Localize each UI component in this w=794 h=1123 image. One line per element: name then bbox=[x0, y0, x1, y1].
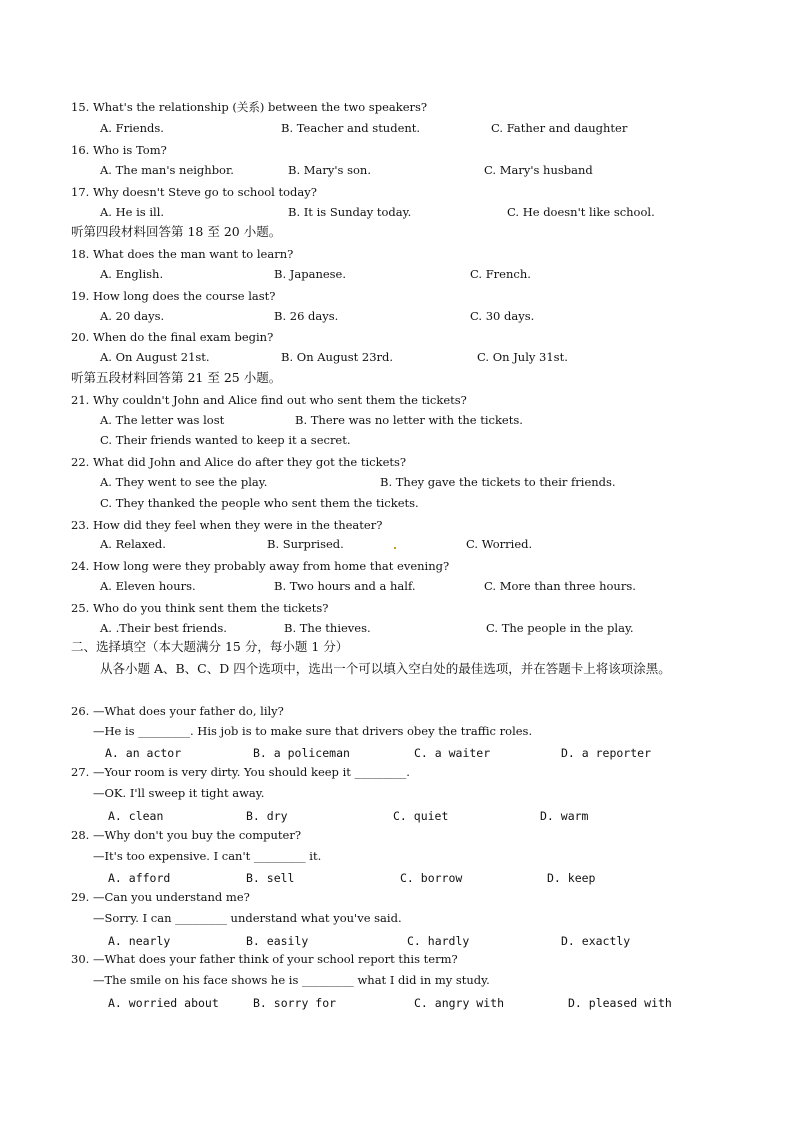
option-d: D. warm bbox=[540, 809, 589, 823]
dialog-line: —He is _________. His job is to make sure that drivers obey the traffic roles. bbox=[93, 724, 533, 738]
option-b: B. a policeman bbox=[253, 746, 350, 760]
question-stem: 16. Who is Tom? bbox=[71, 143, 167, 157]
option-a: A. nearly bbox=[108, 934, 171, 948]
option-b: B. Surprised. bbox=[267, 537, 344, 551]
option-b: B. Teacher and student. bbox=[281, 121, 421, 135]
option-c: C. They thanked the people who sent them the tickets. bbox=[100, 496, 419, 510]
option-b: B. Two hours and a half. bbox=[274, 579, 416, 593]
option-b: B. easily bbox=[246, 934, 309, 948]
question-stem: 21. Why couldn't John and Alice find out who sent them the tickets? bbox=[71, 393, 467, 407]
option-c: C. Their friends wanted to keep it a secret. bbox=[100, 433, 351, 447]
question-stem: 23. How did they feel when they were in the theater? bbox=[71, 518, 383, 532]
dialog-line: —The smile on his face shows he is _________ what I did in my study. bbox=[93, 973, 490, 987]
question-stem: 18. What does the man want to learn? bbox=[71, 247, 294, 261]
option-c: C. He doesn't like school. bbox=[507, 205, 655, 219]
question-stem: 24. How long were they probably away from home that evening? bbox=[71, 559, 450, 573]
option-b: B. The thieves. bbox=[284, 621, 371, 635]
option-a: A. They went to see the play. bbox=[100, 475, 268, 489]
option-c: C. French. bbox=[470, 267, 531, 281]
question-stem: 22. What did John and Alice do after they got the tickets? bbox=[71, 455, 407, 469]
question-stem: 20. When do the final exam begin? bbox=[71, 330, 274, 344]
option-b: B. Japanese. bbox=[274, 267, 347, 281]
option-c: C. hardly bbox=[407, 934, 470, 948]
option-d: D. keep bbox=[547, 871, 596, 885]
option-a: A. Eleven hours. bbox=[100, 579, 196, 593]
dialog-line: 26. —What does your father do, lily? bbox=[71, 704, 284, 718]
option-d: D. pleased with bbox=[568, 996, 672, 1010]
option-c: C. Mary's husband bbox=[484, 163, 593, 177]
option-a: A. English. bbox=[100, 267, 164, 281]
option-a: A. He is ill. bbox=[100, 205, 165, 219]
stray-dot-mark bbox=[394, 547, 396, 549]
option-c: C. More than three hours. bbox=[484, 579, 636, 593]
question-stem: 19. How long does the course last? bbox=[71, 289, 276, 303]
dialog-line: 29. —Can you understand me? bbox=[71, 890, 250, 904]
dialog-line: —Sorry. I can _________ understand what you've said. bbox=[93, 911, 402, 925]
option-b: B. It is Sunday today. bbox=[288, 205, 412, 219]
option-a: A. The letter was lost bbox=[100, 413, 225, 427]
section-title: 二、选择填空（本大题满分 15 分，每小题 1 分） bbox=[71, 639, 349, 654]
option-c: C. a waiter bbox=[414, 746, 491, 760]
option-b: B. 26 days. bbox=[274, 309, 339, 323]
dialog-line: 27. —Your room is very dirty. You should keep it _________. bbox=[71, 765, 410, 779]
option-a: A. clean bbox=[108, 809, 164, 823]
option-a: A. an actor bbox=[105, 746, 182, 760]
option-b: B. There was no letter with the tickets. bbox=[295, 413, 523, 427]
section-heading-part4: 听第四段材料回答第 18 至 20 小题。 bbox=[71, 224, 282, 239]
option-c: C. On July 31st. bbox=[477, 350, 568, 364]
option-a: A. worried about bbox=[108, 996, 219, 1010]
option-c: C. quiet bbox=[393, 809, 449, 823]
option-a: A. The man's neighbor. bbox=[100, 163, 234, 177]
option-c: C. Father and daughter bbox=[491, 121, 628, 135]
question-stem: 15. What's the relationship (关系) between the two speakers? bbox=[71, 100, 428, 114]
option-a: A. afford bbox=[108, 871, 171, 885]
dialog-line: —OK. I'll sweep it tight away. bbox=[93, 786, 265, 800]
section-heading-part5: 听第五段材料回答第 21 至 25 小题。 bbox=[71, 370, 282, 385]
option-c: C. angry with bbox=[414, 996, 505, 1010]
dialog-line: 30. —What does your father think of your school report this term? bbox=[71, 952, 458, 966]
option-a: A. Friends. bbox=[100, 121, 164, 135]
question-stem: 17. Why doesn't Steve go to school today? bbox=[71, 185, 317, 199]
option-a: A. Relaxed. bbox=[100, 537, 166, 551]
dialog-line: —It's too expensive. I can't _________ it. bbox=[93, 849, 322, 863]
option-a: A. .Their best friends. bbox=[100, 621, 227, 635]
option-c: C. 30 days. bbox=[470, 309, 535, 323]
option-b: B. Mary's son. bbox=[288, 163, 371, 177]
option-c: C. Worried. bbox=[466, 537, 533, 551]
option-b: B. dry bbox=[246, 809, 288, 823]
option-b: B. sorry for bbox=[253, 996, 337, 1010]
option-a: A. On August 21st. bbox=[100, 350, 210, 364]
option-b: B. sell bbox=[246, 871, 295, 885]
option-d: D. a reporter bbox=[561, 746, 652, 760]
question-stem: 25. Who do you think sent them the tickets? bbox=[71, 601, 329, 615]
option-c: C. borrow bbox=[400, 871, 463, 885]
option-a: A. 20 days. bbox=[100, 309, 165, 323]
dialog-line: 28. —Why don't you buy the computer? bbox=[71, 828, 301, 842]
option-b: B. They gave the tickets to their friends. bbox=[380, 475, 616, 489]
option-c: C. The people in the play. bbox=[486, 621, 634, 635]
section-instruction: 从各小题 A、B、C、D 四个选项中，选出一个可以填入空白处的最佳选项，并在答题卡上将该项涂黑。 bbox=[100, 661, 671, 676]
option-b: B. On August 23rd. bbox=[281, 350, 394, 364]
option-d: D. exactly bbox=[561, 934, 631, 948]
